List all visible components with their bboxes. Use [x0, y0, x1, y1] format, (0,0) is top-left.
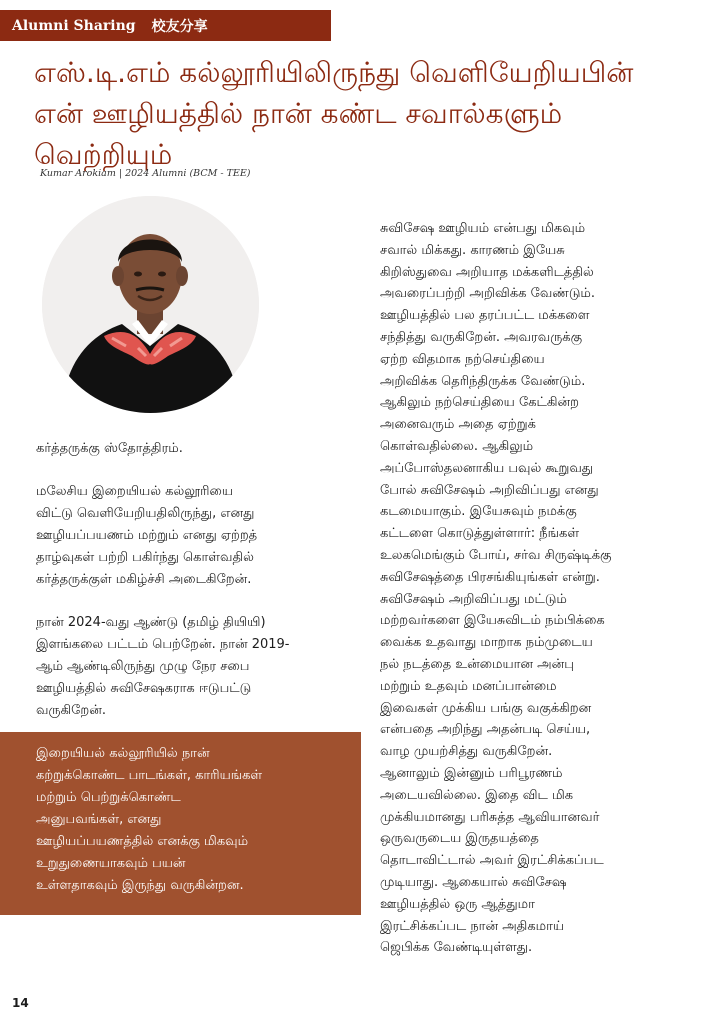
text-line: இளங்கலை பட்டம் பெற்றேன். நான் 2019- — [36, 637, 290, 652]
article-title — [34, 52, 714, 175]
title-line: என் ஊழியத்தில் நான் கண்ட சவால்களும் — [34, 97, 563, 130]
text-line: தொடாவிட்டால் அவர் இரட்சிக்கப்பட — [380, 853, 604, 869]
text-line: மலேசிய இறையியல் கல்லூரியை — [36, 484, 233, 499]
text-line: ஜெபிக்க வேண்டியுள்ளது. — [380, 940, 533, 956]
text-line: தாழ்வுகள் பற்றி பகிர்ந்து கொள்வதில் — [36, 550, 254, 565]
text-line: வருகிறேன். — [36, 703, 106, 718]
text-line: ஆம் ஆண்டிலிருந்து முழு நேர சபை — [36, 659, 250, 674]
text-line: சந்தித்து வருகிறேன். அவரவருக்கு — [380, 329, 583, 345]
paragraph-intro — [36, 481, 356, 591]
article-right-column — [380, 218, 700, 959]
text-line: ஏற்ற விதமாக நற்செய்தியை — [380, 351, 545, 367]
text-line: அப்போஸ்தலனாகிய பவுல் கூறுவது — [380, 460, 594, 476]
text-line: ஒருவருடைய இருதயத்தை — [380, 831, 539, 847]
text-line: கடமையாகும். இயேசுவும் நமக்கு — [380, 504, 577, 520]
text-line: இரட்சிக்கப்பட நான் அதிகமாய் — [380, 918, 565, 934]
section-banner — [0, 10, 331, 41]
text-line: முடியாது. ஆகையால் சுவிசேஷ — [380, 874, 567, 890]
text-line: கட்டளை கொடுத்துள்ளார்: நீங்கள் — [380, 526, 580, 542]
text-line: விட்டு வெளியேறியதிலிருந்து, எனது — [36, 506, 255, 521]
text-line: ஆகிலும் நற்செய்தியை கேட்கின்ற — [380, 395, 579, 411]
text-line: என்பதை அறிந்து அதன்படி செய்ய, — [380, 722, 591, 738]
text-line: வைக்க உதவாது மாறாக நம்முடைய — [380, 635, 593, 651]
text-line: அடையவில்லை. இதை விட மிக — [380, 787, 574, 803]
paragraph-background — [36, 612, 356, 722]
text-line: ஆனாலும் இன்னும் பரிபூரணம் — [380, 765, 563, 781]
text-line: இறையியல் கல்லூரியில் நான் — [36, 746, 210, 761]
text-line: உறுதுணையாகவும் பயன் — [36, 856, 186, 871]
text-line: மற்றவர்களை இயேசுவிடம் நம்பிக்கை — [380, 613, 605, 629]
text-line: மற்றும் உதவும் மனப்பான்மை — [380, 678, 557, 694]
text-line: கொள்வதில்லை. ஆகிலும் — [380, 438, 534, 454]
text-line: அனுபவங்கள், எனது — [36, 812, 162, 827]
text-line: மற்றும் பெற்றுக்கொண்ட — [36, 790, 181, 805]
text-line: சுவிசேஷ ஊழியம் என்பது மிகவும் — [380, 221, 586, 236]
text-line: சுவிசேஷம் அறிவிப்பது மட்டும் — [380, 591, 567, 607]
paragraph-evangelism — [380, 218, 700, 959]
text-line: உள்ளதாகவும் இருந்து வருகின்றன. — [36, 878, 244, 893]
paragraph-greeting — [36, 438, 356, 460]
title-line: எஸ்.டி.எம் கல்லூரியிலிருந்து வெளியேறியபின் — [34, 56, 634, 89]
text-line: கர்த்தருக்கு ஸ்தோத்திரம். — [36, 441, 183, 456]
text-line: சுவிசேஷத்தை பிரசங்கியுங்கள் என்று. — [380, 569, 600, 585]
text-line: கிறிஸ்துவை அறியாத மக்களிடத்தில் — [380, 264, 594, 280]
author-byline: Kumar Arokiam | 2024 Alumni (BCM - TEE) — [40, 168, 251, 179]
text-line: நான் 2024-வது ஆண்டு (தமிழ் தியியி) — [36, 615, 266, 630]
text-line: ஊழியத்தில் ஒரு ஆத்துமா — [380, 896, 535, 912]
pull-quote — [36, 743, 341, 897]
text-line: அவரைப்பற்றி அறிவிக்க வேண்டும். — [380, 286, 596, 302]
text-line: ஊழியத்தில் பல தரப்பட்ட மக்களை — [380, 308, 590, 324]
text-line: போல் சுவிசேஷம் அறிவிப்பது எனது — [380, 482, 599, 498]
text-line: கர்த்தருக்குள் மகிழ்ச்சி அடைகிறேன். — [36, 572, 252, 587]
section-label-english: Alumni Sharing — [12, 17, 136, 34]
section-label-chinese: 校友分享 — [151, 18, 208, 35]
text-line: வாழ முயற்சித்து வருகிறேன். — [380, 744, 553, 760]
text-line: முக்கியமானது பரிசுத்த ஆவியானவர் — [380, 809, 600, 825]
text-line: அனைவரும் அதை ஏற்றுக் — [380, 417, 536, 433]
author-portrait — [42, 196, 259, 413]
text-line: நல் நடத்தை உன்மையான அன்பு — [380, 656, 574, 672]
text-line: அறிவிக்க தெரிந்திருக்க வேண்டும். — [380, 373, 586, 389]
text-line: உலகமெங்கும் போய், சர்வ சிருஷ்டிக்கு — [380, 547, 612, 563]
portrait-illustration — [42, 196, 259, 413]
text-line: சவால் மிக்கது. காரணம் இயேசு — [380, 242, 565, 258]
text-line: ஊழியப்பயணத்தில் எனக்கு மிகவும் — [36, 834, 249, 849]
page-number: 14 — [12, 996, 29, 1010]
text-line: ஊழியப்பயணம் மற்றும் எனது ஏற்றத் — [36, 528, 258, 543]
text-line: கற்றுக்கொண்ட பாடங்கள், காரியங்கள் — [36, 768, 263, 783]
text-line: இவைகள் முக்கிய பங்கு வகுக்கிறன — [380, 700, 592, 716]
text-line: ஊழியத்தில் சுவிசேஷகராக ஈடுபட்டு — [36, 681, 252, 696]
pull-quote-box — [0, 732, 361, 915]
title-line: வெற்றியும் — [34, 138, 173, 171]
article-left-column — [36, 438, 356, 743]
